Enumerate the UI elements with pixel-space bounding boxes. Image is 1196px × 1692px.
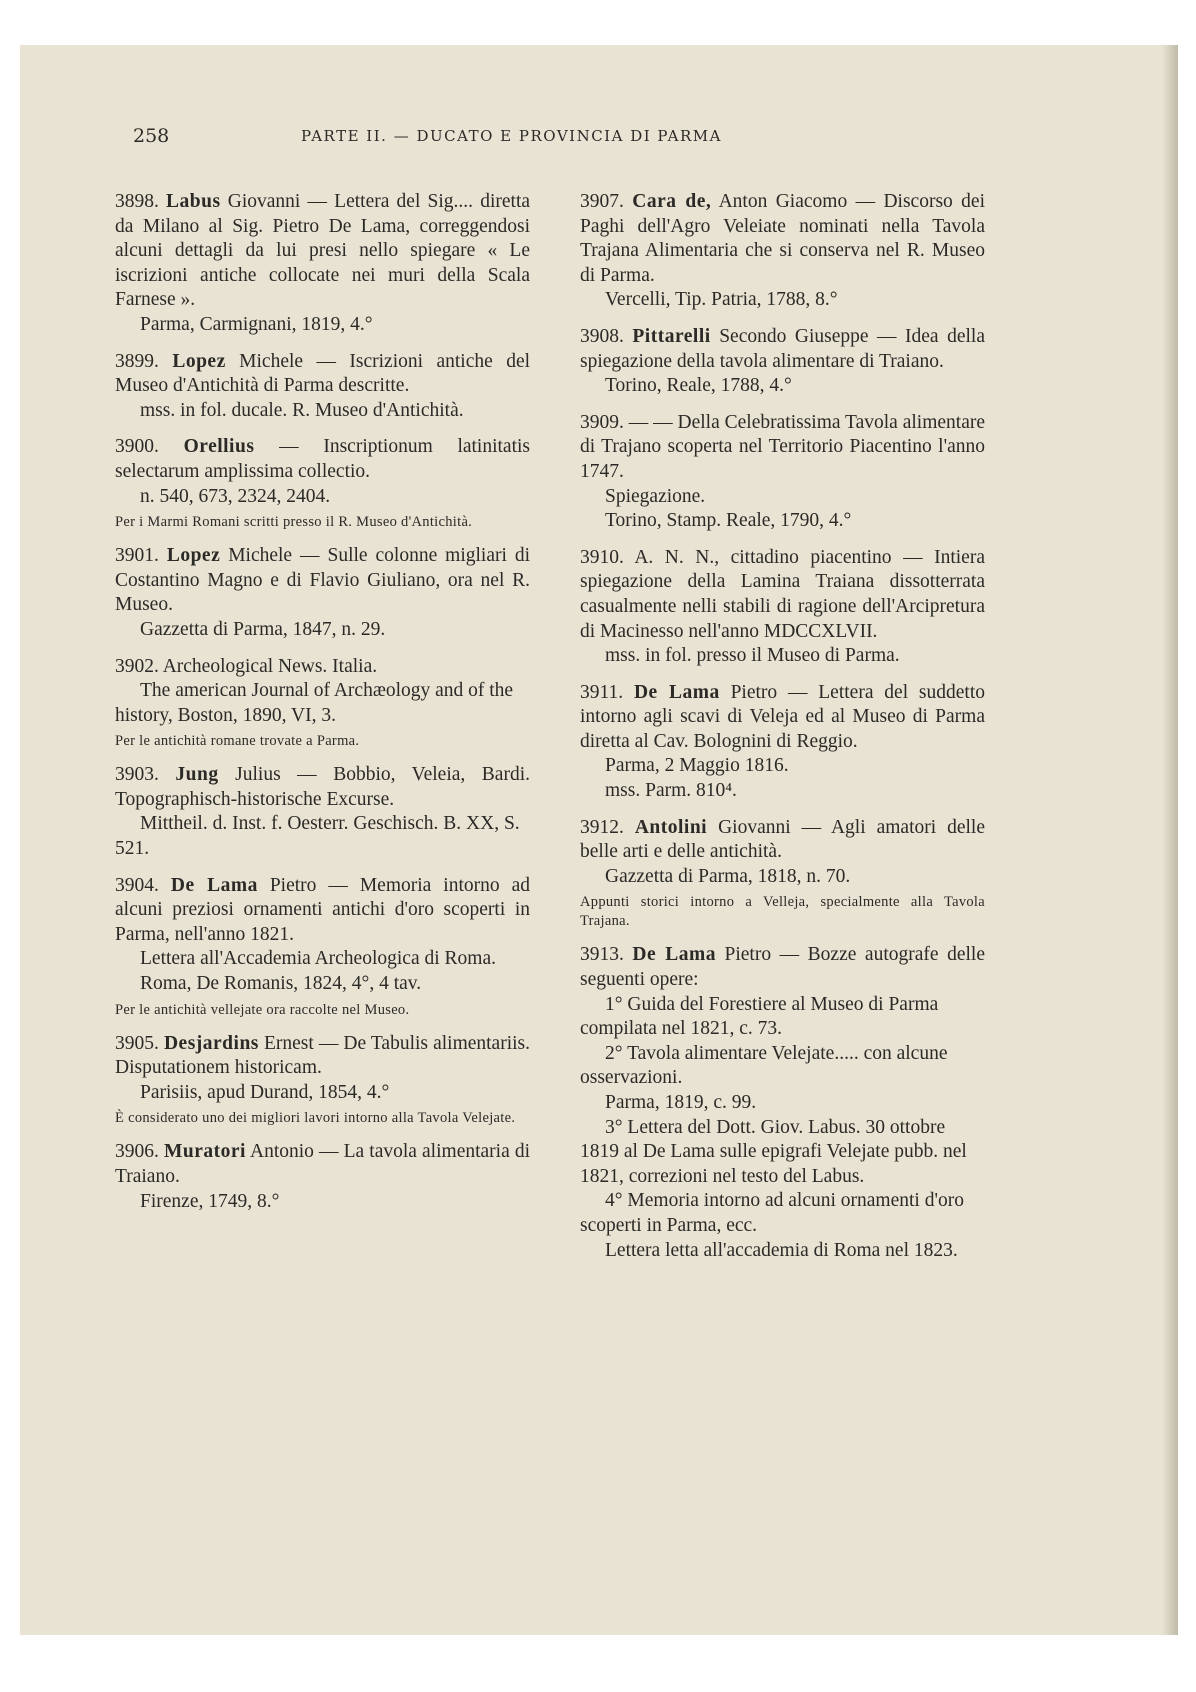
entry-publication-line: Torino, Stamp. Reale, 1790, 4.° <box>605 510 852 532</box>
entry-author: Antolini <box>634 816 708 838</box>
bibliography-entry <box>580 411 985 534</box>
entry-title: Pietro — Memoria intorno ad alcuni preziosi ornamenti antichi d'oro scoperti in Parma, nell'anno 1821. <box>115 874 531 945</box>
entry-title: Pietro — Lettera del suddetto intorno agli scavi di Veleja ed al Museo di Parma diretta al Cav. Bolognini di Reggio. <box>580 681 985 752</box>
entry-main-text <box>580 325 985 374</box>
entry-main-text <box>115 544 530 618</box>
entry-main-text <box>580 943 985 992</box>
entry-publication-line: Parma, 1819, c. 99. <box>605 1092 757 1113</box>
entry-author: Jung <box>175 764 219 786</box>
entry-publication-line: 1° Guida del Forestiere al Museo di Parma compilata nel 1821, c. 73. <box>580 993 939 1040</box>
entry-main-text <box>580 411 985 485</box>
left-column <box>115 190 530 1226</box>
entry-publication-line: 2° Tavola alimentare Velejate..... con alcune osservazioni. <box>580 1042 948 1089</box>
entry-author: Orellius <box>183 436 255 458</box>
entry-number: 3904. <box>115 874 159 896</box>
entry-title: Anton Giacomo — Discorso dei Paghi dell'Agro Veleiate nominati nella Tavola Trajana Alimentaria che si conserva nel R. Museo di Parma. <box>580 191 985 286</box>
entry-author: De Lama <box>633 681 720 703</box>
bibliography-entry <box>115 763 530 861</box>
entry-author: De Lama <box>632 944 716 966</box>
entry-main-text <box>115 350 530 399</box>
entry-author: Desjardins <box>163 1032 259 1054</box>
entry-author: De Lama <box>170 874 258 896</box>
bibliography-entry <box>115 1140 530 1214</box>
bibliography-entry <box>580 190 985 313</box>
entry-publication-line: The american Journal of Archæology and of the history, Boston, 1890, VI, 3. <box>115 680 514 726</box>
page-number: 258 <box>133 125 170 147</box>
entry-main-text <box>115 1140 530 1189</box>
entry-publication-line: Parma, 2 Maggio 1816. <box>605 755 789 777</box>
entry-note: Per le antichità vellejate ora raccolte nel Museo. <box>115 1001 410 1018</box>
entry-note: È considerato uno dei migliori lavori intorno alla Tavola Velejate. <box>115 1110 516 1127</box>
entry-note: Per le antichità romane trovate a Parma. <box>115 733 360 750</box>
entry-number: 3901. <box>115 545 159 567</box>
bibliography-entry <box>115 874 530 1020</box>
entry-publication-line: Lettera all'Accademia Archeologica di Roma. <box>140 948 496 970</box>
entry-number: 3900. <box>115 436 159 458</box>
entry-main-text <box>115 1032 530 1081</box>
entry-publication-line: Vercelli, Tip. Patria, 1788, 8.° <box>605 289 838 311</box>
bibliography-entry <box>115 544 530 642</box>
entry-main-text <box>580 816 985 865</box>
entry-number: 3908. <box>580 325 624 347</box>
page-header <box>133 125 913 153</box>
entry-author: Muratori <box>163 1141 246 1163</box>
entry-main-text <box>580 681 985 755</box>
entry-title: Pietro — Bozze autografe delle seguenti opere: <box>580 944 985 991</box>
entry-author: Lopez <box>166 545 221 567</box>
entry-main-text <box>580 546 985 644</box>
entry-title: Ernest — De Tabulis alimentariis. Disputationem historicam. <box>115 1032 531 1079</box>
entry-publication-line: 3° Lettera del Dott. Giov. Labus. 30 ottobre 1819 al De Lama sulle epigrafi Velejate pubb. nel 1821, correzioni nel testo del Labus. <box>580 1116 967 1187</box>
bibliography-entry <box>580 325 985 399</box>
entry-number: 3905. <box>115 1032 159 1054</box>
right-column <box>580 190 985 1275</box>
entry-main-text <box>580 190 985 288</box>
entry-number: 3902. <box>115 655 159 677</box>
entry-title: Michele — Sulle colonne migliari di Costantino Magno e di Flavio Giuliano, ora nel R. Museo. <box>115 545 531 616</box>
entry-title: Giovanni — Agli amatori delle belle arti e delle antichità. <box>580 816 985 863</box>
entry-publication-line: mss. in fol. presso il Museo di Parma. <box>605 645 900 667</box>
entry-title: A. N. N., cittadino piacentino — Intiera spiegazione della Lamina Traiana dissotterrata casualmente nelli stabili di ragione dell'Arcipretura di Macinesso nell'anno MDCCXLVII. <box>580 546 985 642</box>
entry-publication-line: mss. in fol. ducale. R. Museo d'Antichità. <box>140 399 464 421</box>
entry-publication-line: mss. Parm. 810⁴. <box>605 780 737 802</box>
entry-author: Labus <box>166 191 221 212</box>
entry-publication-line: Gazzetta di Parma, 1818, n. 70. <box>605 865 851 887</box>
entry-main-text <box>115 655 530 680</box>
entry-number: 3912. <box>580 816 624 838</box>
entry-publication-line: Mittheil. d. Inst. f. Oesterr. Geschisch. B. XX, S. 521. <box>115 813 520 860</box>
entry-title: Michele — Iscrizioni antiche del Museo d'Antichità di Parma descritte. <box>115 350 531 397</box>
entry-publication-line: Lettera letta all'accademia di Roma nel 1823. <box>605 1239 958 1261</box>
entry-publication-line: Parma, Carmignani, 1819, 4.° <box>140 313 373 335</box>
entry-publication-line: Firenze, 1749, 8.° <box>140 1190 280 1212</box>
entry-note: Per i Marmi Romani scritti presso il R. Museo d'Antichità. <box>115 514 473 531</box>
entry-number: 3910. <box>580 546 624 568</box>
entry-main-text <box>115 874 530 948</box>
bibliography-entry <box>580 681 985 804</box>
entry-number: 3909. <box>580 411 624 433</box>
entry-title: Antonio — La tavola alimentaria di Traiano. <box>115 1141 531 1187</box>
entry-main-text <box>115 190 530 313</box>
bibliography-entry <box>115 190 530 338</box>
entry-title: Giovanni — Lettera del Sig.... diretta da Milano al Sig. Pietro De Lama, correggendosi alcuni dettagli da lui presi nello spiegare « Le iscrizioni antiche collocate nei muri della Scala Farnese ». <box>115 191 531 311</box>
entry-publication-line: 4° Memoria intorno ad alcuni ornamenti d'oro scoperti in Parma, ecc. <box>580 1190 964 1236</box>
entry-main-text <box>115 763 530 812</box>
running-title: PARTE II. — DUCATO E PROVINCIA DI PARMA <box>301 127 722 145</box>
bibliography-entry <box>580 546 985 669</box>
entry-title: Secondo Giuseppe — Idea della spiegazione della tavola alimentare di Traiano. <box>580 325 985 372</box>
entry-number: 3913. <box>580 944 624 966</box>
bibliography-entry <box>115 1032 530 1129</box>
entry-author: Cara de, <box>632 191 712 212</box>
bibliography-entry <box>580 816 985 932</box>
entry-title: — — Della Celebratissima Tavola alimentare di Trajano scoperta nel Territorio Piacentino l'anno 1747. <box>580 411 986 482</box>
bibliography-entry <box>115 655 530 752</box>
bibliography-entry <box>115 435 530 532</box>
entry-number: 3903. <box>115 764 159 786</box>
entry-number: 3899. <box>115 350 159 372</box>
entry-publication-line: Roma, De Romanis, 1824, 4°, 4 tav. <box>140 973 422 995</box>
entry-publication-line: Parisiis, apud Durand, 1854, 4.° <box>140 1081 390 1103</box>
entry-publication-line: n. 540, 673, 2324, 2404. <box>140 485 331 507</box>
entry-number: 3907. <box>580 191 624 212</box>
entry-title: — Inscriptionum latinitatis selectarum amplissima collectio. <box>115 436 531 482</box>
entry-title: Archeological News. Italia. <box>162 655 378 677</box>
entry-note: Appunti storici intorno a Velleja, specialmente alla Tavola Trajana. <box>580 894 985 930</box>
entry-title: Julius — Bobbio, Veleia, Bardi. Topographisch-historische Excurse. <box>115 764 530 810</box>
entry-publication-line: Gazzetta di Parma, 1847, n. 29. <box>140 618 386 640</box>
entry-main-text <box>115 435 530 484</box>
entry-number: 3906. <box>115 1141 159 1163</box>
bibliography-entry <box>115 350 530 424</box>
entry-author: Pittarelli <box>632 325 711 347</box>
entry-publication-line: Torino, Reale, 1788, 4.° <box>605 375 792 397</box>
bibliography-entry <box>580 943 985 1263</box>
entry-number: 3911. <box>580 681 624 703</box>
entry-author: Lopez <box>172 350 226 372</box>
entry-publication-line: Spiegazione. <box>605 485 706 507</box>
entry-number: 3898. <box>115 191 159 212</box>
